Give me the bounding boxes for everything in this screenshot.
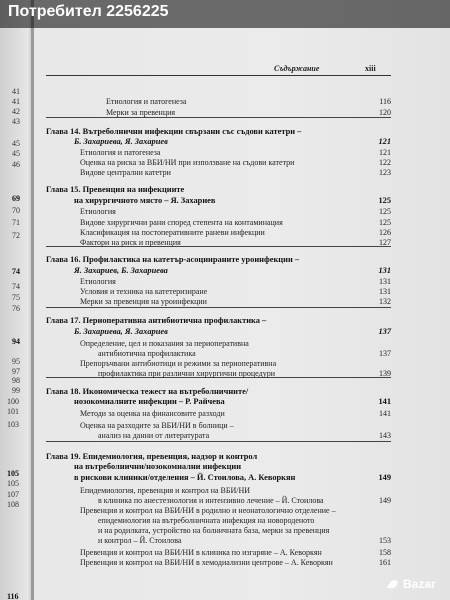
toc-entry xyxy=(46,97,391,107)
toc-entry xyxy=(46,127,391,137)
toc-entry-title: Превенция и контрол на ВБИ/НИ в хемодиализни центрове – А. Кеворкян xyxy=(80,558,333,567)
left-page-number: 94 xyxy=(12,337,20,346)
toc-entry-title: Я. Захариев, Б. Захариева xyxy=(74,266,168,275)
bazar-logo xyxy=(384,574,444,594)
left-page-number: 41 xyxy=(12,87,20,96)
toc-entry xyxy=(46,255,391,265)
toc-entry-page: 125 xyxy=(379,218,391,227)
toc-entry xyxy=(46,536,391,546)
toc-entry-title: епидемиология на вътреболничната инфекция на новороденото xyxy=(98,516,315,525)
left-page-number: 76 xyxy=(12,304,20,313)
toc-entry xyxy=(46,387,391,397)
left-page-number: 97 xyxy=(12,367,20,376)
toc-entry-page: 131 xyxy=(378,266,391,275)
toc-entry-page: 153 xyxy=(379,536,391,545)
toc-page xyxy=(34,0,450,600)
chapter-divider xyxy=(46,307,391,308)
left-page-number: 74 xyxy=(12,267,20,276)
left-page-number: 100 xyxy=(7,397,19,406)
toc-entry-page: 137 xyxy=(378,327,391,336)
toc-entry-page: 131 xyxy=(379,287,391,296)
toc-entry-title: Глава 18. Икономическа тежест на вътреболничните/ xyxy=(46,387,249,396)
toc-entry-title: антибиотична профилактика xyxy=(98,349,196,358)
left-page-number: 74 xyxy=(12,282,20,291)
toc-entry-page: 141 xyxy=(378,397,391,406)
left-page-number: 105 xyxy=(7,469,19,478)
toc-entry xyxy=(46,397,391,407)
listing-user-title[interactable]: Потребител 2256225 xyxy=(8,3,169,20)
toc-entry-title: Етиология xyxy=(80,207,116,216)
toc-entry-title: Оценка на риска за ВБИ/НИ при използване на съдови катетри xyxy=(80,158,295,167)
toc-entry-title: Мерки за превенция на уроинфекции xyxy=(80,297,207,306)
toc-entry-title: Етиология и патогенеза xyxy=(106,97,187,106)
toc-entry xyxy=(46,297,391,307)
toc-entry-title: Глава 16. Профилактика на катетър-асоциираните уроинфекции – xyxy=(46,255,300,264)
toc-entry xyxy=(46,486,391,496)
toc-entry xyxy=(46,409,391,419)
toc-entry xyxy=(46,207,391,217)
toc-entry-page: 143 xyxy=(379,431,391,440)
toc-entry-page: 123 xyxy=(379,168,391,177)
toc-entry-page: 122 xyxy=(379,158,391,167)
toc-entry-title: на вътреболнични/нозокомиални инфекции xyxy=(74,462,242,471)
left-page-number: 41 xyxy=(12,97,20,106)
toc-entry-page: 141 xyxy=(379,409,391,418)
toc-entry-page: 161 xyxy=(379,558,391,567)
toc-entry xyxy=(46,196,391,206)
toc-entry-page: 132 xyxy=(379,297,391,306)
left-page-number: 43 xyxy=(12,117,20,126)
toc-entry-page: 149 xyxy=(379,496,391,505)
toc-entry-page: 121 xyxy=(379,148,391,157)
toc-entry-title: в клиника по анестезиология и интензивно лечение – Й. Стоилова xyxy=(98,496,324,505)
toc-entry xyxy=(46,548,391,558)
toc-entry-title: Препоръчвани антибиотици и режими за периоперативна xyxy=(80,359,277,368)
toc-entry-title: Б. Захариева, Я. Захариев xyxy=(74,327,168,336)
toc-entry xyxy=(46,462,391,472)
left-page-number: 69 xyxy=(12,194,20,203)
toc-entry-title: Оценка на разходите за ВБИ/НИ в болници – xyxy=(80,421,234,430)
toc-entry-title: Фактори на риск и превенция xyxy=(80,238,181,247)
toc-entry xyxy=(46,431,391,441)
toc-entry xyxy=(46,339,391,349)
toc-entry xyxy=(46,277,391,287)
toc-entry-page: 126 xyxy=(379,228,391,237)
toc-entry xyxy=(46,421,391,431)
toc-entry xyxy=(46,266,391,276)
left-facing-page xyxy=(0,0,33,600)
toc-entry-page: 125 xyxy=(378,196,391,205)
toc-entry xyxy=(46,349,391,359)
left-page-number: 95 xyxy=(12,357,20,366)
toc-entry-page: 149 xyxy=(378,473,391,482)
toc-entry xyxy=(46,369,391,379)
toc-entry xyxy=(46,516,391,526)
toc-entry-title: Глава 19. Епидемиология, превенция, надзор и контрол xyxy=(46,452,258,461)
toc-entry-page: 116 xyxy=(379,97,391,106)
toc-entry xyxy=(46,158,391,168)
toc-entry-title: на хирургичното място – Я. Захариев xyxy=(74,196,216,205)
toc-entry xyxy=(46,228,391,238)
toc-entry-page: 121 xyxy=(378,137,391,146)
left-page-number: 105 xyxy=(7,479,19,488)
toc-entry xyxy=(46,506,391,516)
toc-entry xyxy=(46,168,391,178)
toc-entry xyxy=(46,185,391,195)
toc-entry-title: и контрол – Й. Стоилова xyxy=(98,536,182,545)
toc-entry-page: 125 xyxy=(379,207,391,216)
running-head-page-number: xiii xyxy=(365,64,376,73)
running-head-rule xyxy=(46,75,391,76)
left-page-number: 46 xyxy=(12,160,20,169)
toc-entry xyxy=(46,526,391,536)
toc-entry xyxy=(46,238,391,248)
toc-entry-title: Б. Захариева, Я. Захариев xyxy=(74,137,168,146)
toc-entry xyxy=(46,473,391,483)
toc-entry-title: нозокомиалните инфекции – Р. Райчева xyxy=(74,397,225,406)
left-page-number: 116 xyxy=(7,592,19,600)
running-head-title: Съдържание xyxy=(274,64,320,73)
left-page-number: 45 xyxy=(12,149,20,158)
toc-entry-title: Етиология xyxy=(80,277,116,286)
toc-entry xyxy=(46,108,391,118)
toc-entry-title: анализ на данни от литературата xyxy=(98,431,210,440)
left-page-number: 70 xyxy=(12,206,20,215)
left-page-number: 99 xyxy=(12,386,20,395)
toc-entry-title: профилактика при различни хирургични процедури xyxy=(98,369,275,378)
toc-entry xyxy=(46,558,391,568)
toc-entry-title: Видове централни катетри xyxy=(80,168,171,177)
toc-entry-title: Глава 17. Периоперативна антибиотична профилактика – xyxy=(46,316,267,325)
toc-entry-title: Мерки за превенция xyxy=(106,108,176,117)
left-page-number: 101 xyxy=(7,407,19,416)
toc-entry-title: Видове хирургични рани според степента на контаминация xyxy=(80,218,283,227)
left-page-number: 75 xyxy=(12,293,20,302)
left-page-number: 107 xyxy=(7,490,19,499)
toc-entry xyxy=(46,287,391,297)
toc-entry-page: 127 xyxy=(379,238,391,247)
left-page-number: 108 xyxy=(7,500,19,509)
toc-entry-title: Методи за оценка на финансовите разходи xyxy=(80,409,225,418)
toc-entry-title: Епидемиология, превенция и контрол на ВБИ/НИ xyxy=(80,486,251,495)
toc-entry-title: в рискови клиники/отделения – Й. Стоилова, А. Кеворкян xyxy=(74,473,296,482)
bazar-logo-text: Bazar xyxy=(403,577,436,591)
toc-entry xyxy=(46,137,391,147)
toc-entry-page: 120 xyxy=(379,108,391,117)
left-page-number: 45 xyxy=(12,139,20,148)
toc-entry-title: Превенция и контрол на ВБИ/НИ в клиника по изгаряне – А. Кеворкян xyxy=(80,548,322,557)
toc-entry-page: 139 xyxy=(379,369,391,378)
toc-entry-page: 137 xyxy=(379,349,391,358)
toc-entry xyxy=(46,496,391,506)
toc-entry-page: 131 xyxy=(379,277,391,286)
toc-entry-title: Глава 14. Вътреболнични инфекции свързани със съдови катетри – xyxy=(46,127,302,136)
toc-entry-title: Етиология и патогенеза xyxy=(80,148,161,157)
toc-entry-title: Класификация на постоперативните раневи инфекции xyxy=(80,228,265,237)
left-page-number: 72 xyxy=(12,231,20,240)
left-page-number: 71 xyxy=(12,218,20,227)
toc-entry-title: Превенция и контрол на ВБИ/НИ в родилно и неонатологично отделение – xyxy=(80,506,336,515)
toc-entry-title: Определение, цел и показания за периоперативна xyxy=(80,339,249,348)
toc-entry xyxy=(46,327,391,337)
left-page-number: 42 xyxy=(12,107,20,116)
toc-entry-title: и на родилката, устройство на болничната база, мерки за превенция xyxy=(98,526,330,535)
toc-entry xyxy=(46,359,391,369)
chapter-divider xyxy=(46,441,391,442)
toc-entry-title: Условия и техника на катетеризиране xyxy=(80,287,208,296)
toc-entry xyxy=(46,148,391,158)
toc-entry xyxy=(46,218,391,228)
listing-title-bar xyxy=(0,0,450,28)
toc-entry xyxy=(46,452,391,462)
left-page-number: 98 xyxy=(12,376,20,385)
toc-entry-title: Глава 15. Превенция на инфекциите xyxy=(46,185,185,194)
toc-entry-page: 158 xyxy=(379,548,391,557)
toc-entry xyxy=(46,316,391,326)
left-page-number: 103 xyxy=(7,420,19,429)
